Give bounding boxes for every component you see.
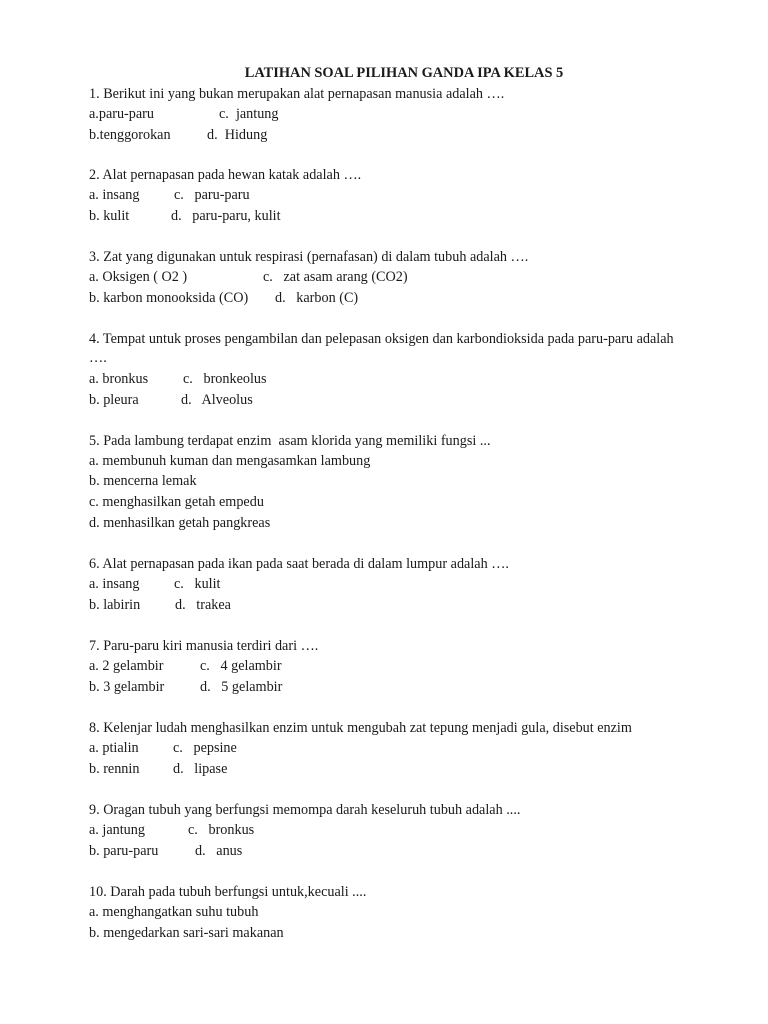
question-4-option-c: c. bronkeolus <box>183 371 267 387</box>
question-8-option-b: b. rennin <box>89 761 140 777</box>
question-2-option-b: b. kulit <box>89 208 130 224</box>
question-5-option-d: d. menhasilkan getah pangkreas <box>89 515 271 531</box>
question-3-option-c: c. zat asam arang (CO2) <box>263 269 408 285</box>
question-5-stem: 5. Pada lambung terdapat enzim asam klorida yang memiliki fungsi ... <box>89 433 491 449</box>
question-8-option-c: c. pepsine <box>173 740 237 756</box>
question-2-option-c: c. paru-paru <box>174 187 250 203</box>
question-4-option-b: b. pleura <box>89 392 139 408</box>
question-3-stem: 3. Zat yang digunakan untuk respirasi (pernafasan) di dalam tubuh adalah …. <box>89 249 529 265</box>
question-7-stem: 7. Paru-paru kiri manusia terdiri dari …. <box>89 638 319 654</box>
question-2-option-a: a. insang <box>89 187 140 203</box>
question-8-option-d: d. lipase <box>173 761 228 777</box>
question-1-option-b: b.tenggorokan <box>89 127 171 143</box>
document-title: LATIHAN SOAL PILIHAN GANDA IPA KELAS 5 <box>244 65 564 81</box>
question-7-option-d: d. 5 gelambir <box>200 679 283 695</box>
question-6-option-a: a. insang <box>89 576 140 592</box>
question-3-option-d: d. karbon (C) <box>275 290 359 306</box>
question-9-option-c: c. bronkus <box>188 822 255 838</box>
question-7-option-a: a. 2 gelambir <box>89 658 164 674</box>
question-9-option-d: d. anus <box>195 843 243 859</box>
question-6-option-b: b. labirin <box>89 597 141 613</box>
question-5-option-a: a. membunuh kuman dan mengasamkan lambung <box>89 453 371 469</box>
question-10-stem: 10. Darah pada tubuh berfungsi untuk,kecuali .... <box>89 884 367 900</box>
question-10-option-a: a. menghangatkan suhu tubuh <box>89 904 259 920</box>
question-9-stem: 9. Oragan tubuh yang berfungsi memompa darah keseluruh tubuh adalah .... <box>89 802 521 818</box>
question-6-stem: 6. Alat pernapasan pada ikan pada saat berada di dalam lumpur adalah …. <box>89 556 509 572</box>
question-7-option-b: b. 3 gelambir <box>89 679 165 695</box>
question-5-option-b: b. mencerna lemak <box>89 473 197 489</box>
question-4-stem: 4. Tempat untuk proses pengambilan dan pelepasan oksigen dan karbondioksida pada paru-paru adalah <box>89 331 674 347</box>
question-6-option-c: c. kulit <box>174 576 221 592</box>
question-6-option-d: d. trakea <box>175 597 231 613</box>
question-8-stem: 8. Kelenjar ludah menghasilkan enzim untuk mengubah zat tepung menjadi gula, disebut enzim <box>89 720 632 736</box>
question-3-option-b: b. karbon monooksida (CO) <box>89 290 249 306</box>
question-3-option-a: a. Oksigen ( O2 ) <box>89 269 188 285</box>
question-4-option-a: a. bronkus <box>89 371 149 387</box>
question-4-option-d: d. Alveolus <box>181 392 253 408</box>
question-4-stem-continued: …. <box>89 350 107 366</box>
question-1-option-a: a.paru-paru <box>89 106 154 122</box>
question-2-option-d: d. paru-paru, kulit <box>171 208 281 224</box>
question-9-option-b: b. paru-paru <box>89 843 159 859</box>
question-5-option-c: c. menghasilkan getah empedu <box>89 494 264 510</box>
question-7-option-c: c. 4 gelambir <box>200 658 282 674</box>
question-2-stem: 2. Alat pernapasan pada hewan katak adalah …. <box>89 167 362 183</box>
question-8-option-a: a. ptialin <box>89 740 139 756</box>
question-1-option-d: d. Hidung <box>207 127 268 143</box>
question-1-option-c: c. jantung <box>219 106 279 122</box>
question-1-stem: 1. Berikut ini yang bukan merupakan alat pernapasan manusia adalah …. <box>89 86 505 102</box>
question-10-option-b: b. mengedarkan sari-sari makanan <box>89 925 284 941</box>
question-9-option-a: a. jantung <box>89 822 145 838</box>
